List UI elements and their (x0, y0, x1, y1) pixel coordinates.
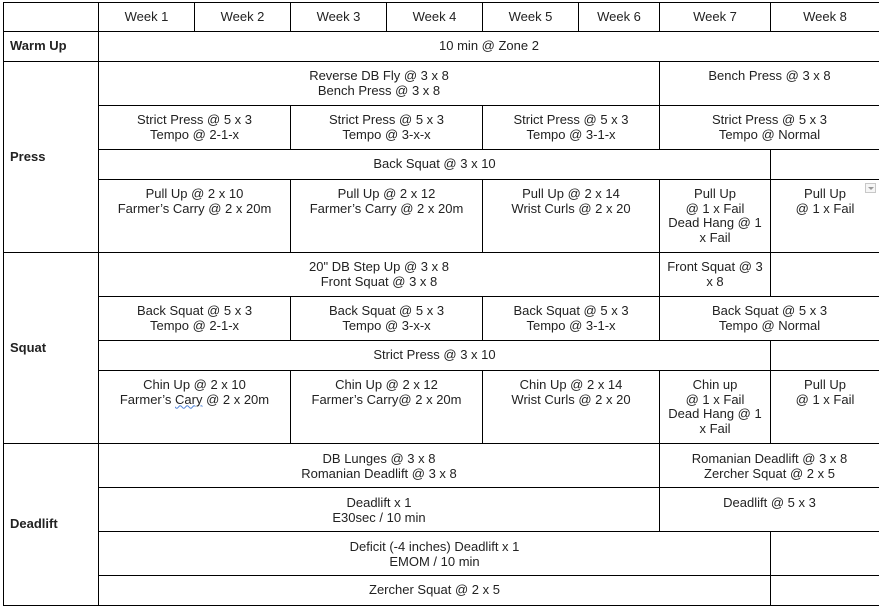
press-row4-week8[interactable] (771, 180, 879, 253)
header-week-7[interactable] (660, 2, 771, 32)
section-label-press[interactable] (3, 62, 99, 253)
header-label: Week 4 (412, 8, 457, 24)
squat-row2-weeks3-4[interactable] (291, 297, 483, 341)
deadlift-row1-weeks1-6[interactable] (99, 444, 660, 488)
section-label-text: Squat (10, 339, 47, 355)
cell-text: 20" DB Step Up @ 3 x 8 Front Squat @ 3 x 8 (309, 259, 449, 289)
section-label-warmup[interactable] (3, 32, 99, 62)
spellcheck-word[interactable]: Cary (175, 391, 203, 407)
section-label-deadlift[interactable] (3, 444, 99, 606)
cell-text: Back Squat @ 5 x 3 Tempo @ Normal (711, 303, 828, 333)
deadlift-row3-week8[interactable] (771, 532, 879, 576)
cell-text: Pull Up @ 2 x 10 Farmer’s Carry @ 2 x 20m (117, 186, 272, 216)
cell-text: Pull Up @ 1 x Fail (795, 377, 855, 407)
section-label-text: Deadlift (10, 516, 58, 532)
cell-text: Back Squat @ 5 x 3 Tempo @ 3-1-x (513, 303, 629, 333)
press-row3-weeks1-7[interactable] (99, 150, 771, 180)
deadlift-row2-weeks7-8[interactable] (660, 488, 879, 532)
cell-text: Strict Press @ 5 x 3 Tempo @ Normal (711, 112, 828, 142)
header-label: Week 5 (508, 8, 553, 24)
squat-row2-weeks1-2[interactable] (99, 297, 291, 341)
press-row2-weeks3-4[interactable] (291, 106, 483, 150)
deadlift-row1-weeks7-8[interactable] (660, 444, 879, 488)
cell-text: Chin Up @ 2 x 14 Wrist Curls @ 2 x 20 (511, 377, 631, 407)
header-label: Week 3 (316, 8, 361, 24)
press-row4-weeks5-6[interactable] (483, 180, 660, 253)
header-week-6[interactable] (579, 2, 660, 32)
header-week-4[interactable] (387, 2, 483, 32)
header-week-2[interactable] (195, 2, 291, 32)
squat-row3-week8[interactable] (771, 341, 879, 371)
press-row4-weeks3-4[interactable] (291, 180, 483, 253)
cell-text-line (120, 393, 269, 408)
section-label-text: Warm Up (10, 38, 67, 54)
cell-text: Pull Up @ 1 x Fail Dead Hang @ 1 x Fail (668, 186, 762, 245)
cell-text: Pull Up @ 2 x 12 Farmer’s Carry @ 2 x 20m (309, 186, 464, 216)
cell-text: Deadlift x 1 E30sec / 10 min (332, 495, 426, 525)
cell-text: Romanian Deadlift @ 3 x 8 Zercher Squat @ 2 x 5 (691, 451, 848, 481)
dropdown-filter-icon[interactable] (865, 183, 876, 193)
text-fragment: Farmer’s (119, 391, 175, 407)
squat-row4-weeks5-6[interactable] (483, 371, 660, 444)
squat-row4-weeks3-4[interactable] (291, 371, 483, 444)
press-row2-weeks1-2[interactable] (99, 106, 291, 150)
header-label: Week 1 (124, 8, 169, 24)
header-label: Week 2 (220, 8, 265, 24)
squat-row2-weeks5-6[interactable] (483, 297, 660, 341)
press-row2-weeks7-8[interactable] (660, 106, 879, 150)
press-row1-weeks1-6[interactable] (99, 62, 660, 106)
cell-text: Chin up @ 1 x Fail Dead Hang @ 1 x Fail (668, 377, 762, 436)
press-row4-week7[interactable] (660, 180, 771, 253)
press-row3-week8[interactable] (771, 150, 879, 180)
press-row1-weeks7-8[interactable] (660, 62, 879, 106)
header-week-8[interactable] (771, 2, 879, 32)
deadlift-row3-weeks1-7[interactable] (99, 532, 771, 576)
header-week-3[interactable] (291, 2, 387, 32)
squat-row1-weeks1-6[interactable] (99, 253, 660, 297)
text-fragment: @ 2 x 20m (202, 391, 270, 407)
squat-row2-weeks7-8[interactable] (660, 297, 879, 341)
cell-text-line: Chin Up @ 2 x 10 (143, 377, 246, 392)
squat-row4-week8[interactable] (771, 371, 879, 444)
cell-text: 10 min @ Zone 2 (439, 38, 539, 54)
cell-text: Bench Press @ 3 x 8 (708, 68, 831, 83)
squat-row3-weeks1-7[interactable] (99, 341, 771, 371)
squat-row4-weeks1-2[interactable] (99, 371, 291, 444)
cell-text: Front Squat @ 3 x 8 (667, 259, 763, 289)
deadlift-row4-weeks1-7[interactable] (99, 576, 771, 606)
deadlift-row2-weeks1-6[interactable] (99, 488, 660, 532)
header-week-5[interactable] (483, 2, 579, 32)
cell-text: Back Squat @ 3 x 10 (373, 156, 496, 172)
cell-text (120, 378, 269, 407)
cell-text: Deadlift @ 5 x 3 (723, 495, 816, 510)
cell-text: DB Lunges @ 3 x 8 Romanian Deadlift @ 3 x 8 (301, 451, 457, 481)
spreadsheet-grid (3, 2, 879, 606)
cell-text: Strict Press @ 5 x 3 Tempo @ 3-1-x (513, 112, 629, 142)
cell-text: Pull Up @ 2 x 14 Wrist Curls @ 2 x 20 (511, 186, 631, 216)
cell-text: Strict Press @ 5 x 3 Tempo @ 3-x-x (328, 112, 445, 142)
cell-text: Pull Up @ 1 x Fail (795, 186, 855, 216)
cell-text: Strict Press @ 5 x 3 Tempo @ 2-1-x (136, 112, 253, 142)
cell-text: Reverse DB Fly @ 3 x 8 Bench Press @ 3 x 8 (309, 68, 449, 98)
press-row2-weeks5-6[interactable] (483, 106, 660, 150)
cell-text: Back Squat @ 5 x 3 Tempo @ 2-1-x (136, 303, 253, 333)
warmup-cell[interactable] (99, 32, 879, 62)
deadlift-row4-week8[interactable] (771, 576, 879, 606)
squat-row1-week7[interactable] (660, 253, 771, 297)
header-label: Week 8 (803, 8, 847, 24)
squat-row4-week7[interactable] (660, 371, 771, 444)
cell-text: Strict Press @ 3 x 10 (373, 347, 496, 363)
press-row4-weeks1-2[interactable] (99, 180, 291, 253)
section-label-text: Press (10, 148, 46, 164)
cell-text: Deficit (-4 inches) Deadlift x 1 EMOM / 10 min (349, 539, 520, 569)
header-week-1[interactable] (99, 2, 195, 32)
cell-text: Zercher Squat @ 2 x 5 (369, 582, 500, 598)
header-label: Week 6 (597, 8, 641, 24)
cell-text: Back Squat @ 5 x 3 Tempo @ 3-x-x (328, 303, 445, 333)
corner-cell[interactable] (3, 2, 99, 32)
cell-text: Chin Up @ 2 x 12 Farmer’s Carry@ 2 x 20m (311, 377, 462, 407)
section-label-squat[interactable] (3, 253, 99, 444)
header-label: Week 7 (693, 8, 737, 24)
squat-row1-week8[interactable] (771, 253, 879, 297)
